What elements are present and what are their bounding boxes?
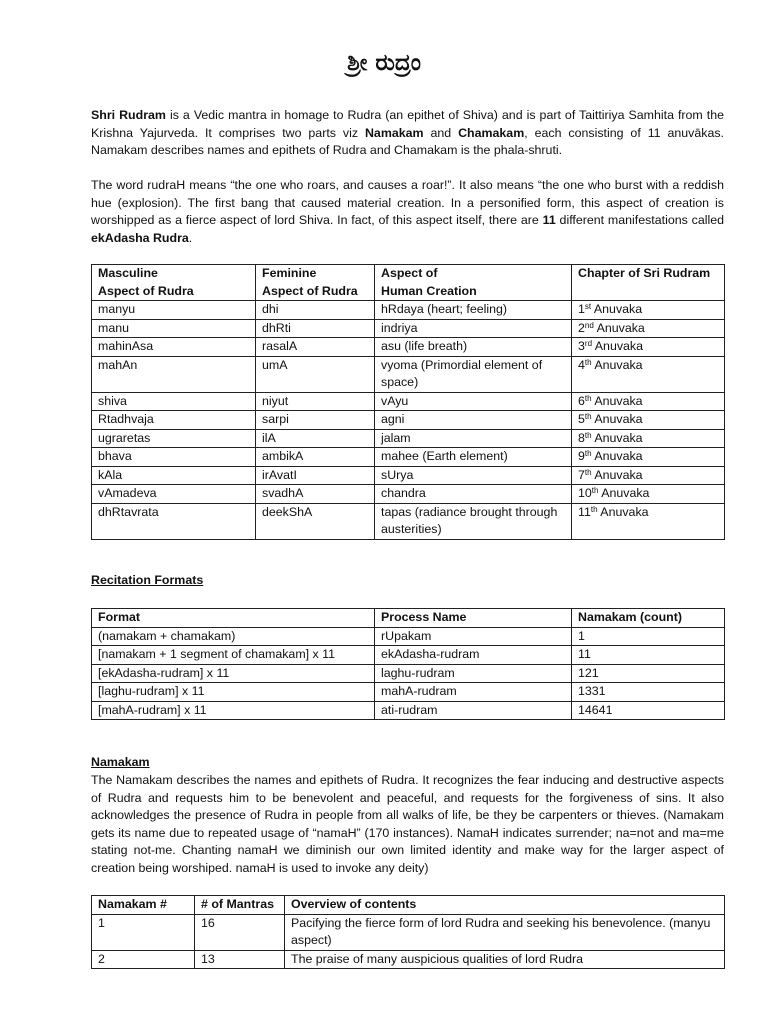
aspect-row (92, 301, 725, 320)
chapter-label: Anuvaka (591, 302, 643, 316)
masculine-aspect-cell: bhava (92, 448, 256, 467)
format-cell: [mahA-rudram] x 11 (92, 701, 375, 720)
masculine-aspect-cell: mahAn (92, 356, 256, 392)
chapter-ordinal-suffix: th (590, 504, 598, 514)
human-creation-cell: jalam (375, 429, 572, 448)
header-aspect (375, 265, 572, 301)
chapter-cell (572, 301, 725, 320)
header-masculine-line2: Aspect of Rudra (98, 283, 194, 298)
aspect-row (92, 356, 725, 392)
header-feminine-line1: Feminine (262, 266, 317, 280)
chapter-number: 6 (578, 393, 585, 408)
header-namakam-number: Namakam # (92, 896, 195, 915)
chapter-ordinal-suffix: st (584, 302, 592, 311)
intro-p1-text-1: is a Vedic mantra in homage to Rudra (an epithet of Shiva) and is part of Taittiriya Samhita from the Krishna Yajurveda. It comprises two parts viz (91, 108, 724, 140)
human-creation-cell: hRdaya (heart; feeling) (375, 301, 572, 320)
header-masculine-line1: Masculine (98, 266, 158, 280)
chapter-cell (572, 485, 725, 504)
intro-paragraph-1 (91, 107, 724, 160)
header-overview: Overview of contents (285, 896, 725, 915)
human-creation-cell: indriya (375, 319, 572, 338)
aspect-row (92, 319, 725, 338)
chapter-number: 10 (578, 486, 592, 500)
aspect-row (92, 429, 725, 448)
feminine-aspect-cell: svadhA (256, 485, 375, 504)
intro-p2-text-2: different manifestations called (555, 213, 725, 227)
feminine-aspect-cell: niyut (256, 392, 375, 411)
header-masculine (92, 265, 256, 301)
chapter-ordinal-suffix: rd (584, 339, 593, 348)
namakam-body (92, 914, 725, 969)
masculine-aspect-cell: ugraretas (92, 429, 256, 448)
process-name-cell: laghu-rudram (375, 664, 572, 683)
term-chamakam: Chamakam (458, 125, 525, 140)
namakam-number-cell: 1 (92, 914, 195, 950)
process-name-cell: rUpakam (375, 627, 572, 646)
process-name-cell: ekAdasha-rudram (375, 646, 572, 665)
aspect-row (92, 448, 725, 467)
chapter-ordinal-suffix: th (591, 486, 599, 495)
namakam-count-cell: 1331 (572, 683, 725, 702)
namakam-paragraph: The Namakam describes the names and epithets of Rudra. It recognizes the fear inducing and destructive aspects of Rudra and requests him to be benevolent and peaceful, and requests for the forgiveness of sins. It also acknowledges the presence of Rudra in people from all walks of life, be they be carpenters or thieves. (Namakam gets its name due to repeated usage of “namaH” (170 instances). NamaH indicates surrender; na=not and ma=me stating not-me. Chanting namaH we diminish our own limited identity and make way for the larger aspect of creation being worshiped. namaH is used to invoke any deity) (91, 773, 724, 875)
human-creation-cell: chandra (375, 485, 572, 504)
chapter-cell (572, 503, 725, 539)
masculine-aspect-cell: mahinAsa (92, 338, 256, 357)
chapter-label: Anuvaka (591, 449, 643, 463)
header-feminine-line2: Aspect of Rudra (262, 283, 358, 298)
intro-paragraph-2 (91, 177, 724, 247)
recitation-row (92, 627, 725, 646)
process-name-cell: ati-rudram (375, 701, 572, 720)
aspects-table (91, 264, 725, 540)
header-aspect-line1: Aspect of (381, 266, 438, 280)
chapter-number: 11 (578, 504, 591, 519)
masculine-aspect-cell: manyu (92, 301, 256, 320)
feminine-aspect-cell: dhi (256, 301, 375, 320)
chapter-label: Anuvaka (592, 339, 644, 353)
masculine-aspect-cell: vAmadeva (92, 485, 256, 504)
human-creation-cell: vAyu (375, 392, 572, 411)
intro-p2-text-3: . (188, 230, 193, 245)
recitation-row (92, 646, 725, 665)
recitation-row (92, 701, 725, 720)
term-namakam: Namakam (364, 125, 424, 140)
intro-p2-text-1: The word rudraH means “the one who roars, and causes a roar!”. It also means “the one who burst with a reddish hue (explosion). The first bang that caused material creation. In a personified form, this aspect of creation is worshipped as a fierce aspect of lord Shiva. In fact, of this aspect itself, there are (91, 178, 724, 227)
page-title: ಶ್ರೀ ರುದ್ರಂ (347, 50, 421, 76)
header-namakam-count: Namakam (count) (572, 609, 725, 628)
feminine-aspect-cell: sarpi (256, 411, 375, 430)
chapter-number: 4 (578, 357, 585, 372)
chapter-number: 5 (578, 412, 585, 426)
mantra-count-cell: 13 (195, 950, 285, 969)
masculine-aspect-cell: dhRtavrata (92, 503, 256, 539)
chapter-cell (572, 356, 725, 392)
chapter-ordinal-suffix: th (584, 393, 592, 403)
aspect-row (92, 503, 725, 539)
aspect-row (92, 485, 725, 504)
recitation-row (92, 664, 725, 683)
chapter-cell (572, 466, 725, 485)
masculine-aspect-cell: kAla (92, 466, 256, 485)
header-aspect-line2: Human Creation (381, 283, 477, 298)
format-cell: (namakam + chamakam) (92, 627, 375, 646)
namakam-header-row (92, 896, 725, 915)
aspect-row (92, 466, 725, 485)
chapter-ordinal-suffix: nd (584, 320, 594, 330)
overview-cell: The praise of many auspicious qualities of lord Rudra (285, 950, 725, 969)
chapter-number: 8 (578, 430, 585, 445)
aspects-header-row (92, 265, 725, 301)
term-shri-rudram: Shri Rudram (91, 108, 166, 122)
feminine-aspect-cell: umA (256, 356, 375, 392)
chapter-label: Anuvaka (591, 467, 643, 482)
term-eleven: 11 (542, 213, 556, 227)
chapter-ordinal-suffix: th (584, 467, 592, 477)
format-cell: [ekAdasha-rudram] x 11 (92, 664, 375, 683)
format-cell: [laghu-rudram] x 11 (92, 683, 375, 702)
aspect-row (92, 411, 725, 430)
header-process-name: Process Name (375, 609, 572, 628)
recitation-header-row (92, 609, 725, 628)
aspects-body (92, 301, 725, 540)
chapter-cell (572, 319, 725, 338)
chapter-ordinal-suffix: th (584, 430, 592, 440)
masculine-aspect-cell: shiva (92, 392, 256, 411)
feminine-aspect-cell: irAvatI (256, 466, 375, 485)
chapter-ordinal-suffix: th (584, 412, 592, 421)
chapter-number: 9 (578, 449, 585, 463)
namakam-row (92, 950, 725, 969)
human-creation-cell: mahee (Earth element) (375, 448, 572, 467)
chapter-label: Anuvaka (598, 486, 650, 500)
chapter-cell (572, 338, 725, 357)
chapter-label: Anuvaka (591, 357, 643, 372)
intro-p1-text-3: , each consisting of 11 anuvākas. Namakam describes names and epithets of Rudra and Chamakam is the phala-shruti. (91, 125, 724, 157)
chapter-number: 3 (578, 339, 585, 353)
human-creation-cell: vyoma (Primordial element of space) (375, 356, 572, 392)
format-cell: [namakam + 1 segment of chamakam] x 11 (92, 646, 375, 665)
namakam-count-cell: 1 (572, 627, 725, 646)
chapter-cell (572, 448, 725, 467)
namakam-row (92, 914, 725, 950)
human-creation-cell: sUrya (375, 466, 572, 485)
feminine-aspect-cell: deekShA (256, 503, 375, 539)
chapter-label: Anuvaka (593, 320, 645, 335)
term-ekadasha-rudra: ekAdasha Rudra (91, 230, 189, 245)
overview-cell: Pacifying the fierce form of lord Rudra and seeking his benevolence. (manyu aspect) (285, 914, 725, 950)
namakam-count-cell: 121 (572, 664, 725, 683)
aspect-row (92, 338, 725, 357)
header-format: Format (92, 609, 375, 628)
header-mantra-count: # of Mantras (195, 896, 285, 915)
chapter-cell (572, 429, 725, 448)
chapter-cell (572, 392, 725, 411)
chapter-label: Anuvaka (597, 504, 649, 519)
header-chapter: Chapter of Sri Rudram (572, 265, 725, 301)
chapter-number: 2 (578, 320, 585, 335)
chapter-cell (572, 411, 725, 430)
feminine-aspect-cell: rasalA (256, 338, 375, 357)
masculine-aspect-cell: manu (92, 319, 256, 338)
recitation-row (92, 683, 725, 702)
namakam-count-cell: 14641 (572, 701, 725, 720)
chapter-label: Anuvaka (591, 412, 643, 426)
namakam-table (91, 895, 725, 969)
mantra-count-cell: 16 (195, 914, 285, 950)
chapter-number: 7 (578, 467, 585, 482)
human-creation-cell: asu (life breath) (375, 338, 572, 357)
chapter-label: Anuvaka (591, 430, 643, 445)
masculine-aspect-cell: Rtadhvaja (92, 411, 256, 430)
chapter-label: Anuvaka (591, 393, 643, 408)
recitation-body (92, 627, 725, 720)
process-name-cell: mahA-rudram (375, 683, 572, 702)
namakam-number-cell: 2 (92, 950, 195, 969)
recitation-table (91, 608, 725, 720)
human-creation-cell: agni (375, 411, 572, 430)
feminine-aspect-cell: dhRti (256, 319, 375, 338)
recitation-heading: Recitation Formats (91, 573, 204, 587)
chapter-ordinal-suffix: th (584, 449, 592, 458)
feminine-aspect-cell: ambikA (256, 448, 375, 467)
chapter-ordinal-suffix: th (584, 357, 592, 367)
namakam-count-cell: 11 (572, 646, 725, 665)
aspect-row (92, 392, 725, 411)
header-feminine (256, 265, 375, 301)
feminine-aspect-cell: ilA (256, 429, 375, 448)
namakam-heading: Namakam (91, 755, 150, 769)
human-creation-cell: tapas (radiance brought through austerities) (375, 503, 572, 539)
intro-p1-text-2: and (423, 125, 459, 140)
chapter-number: 1 (578, 302, 585, 316)
